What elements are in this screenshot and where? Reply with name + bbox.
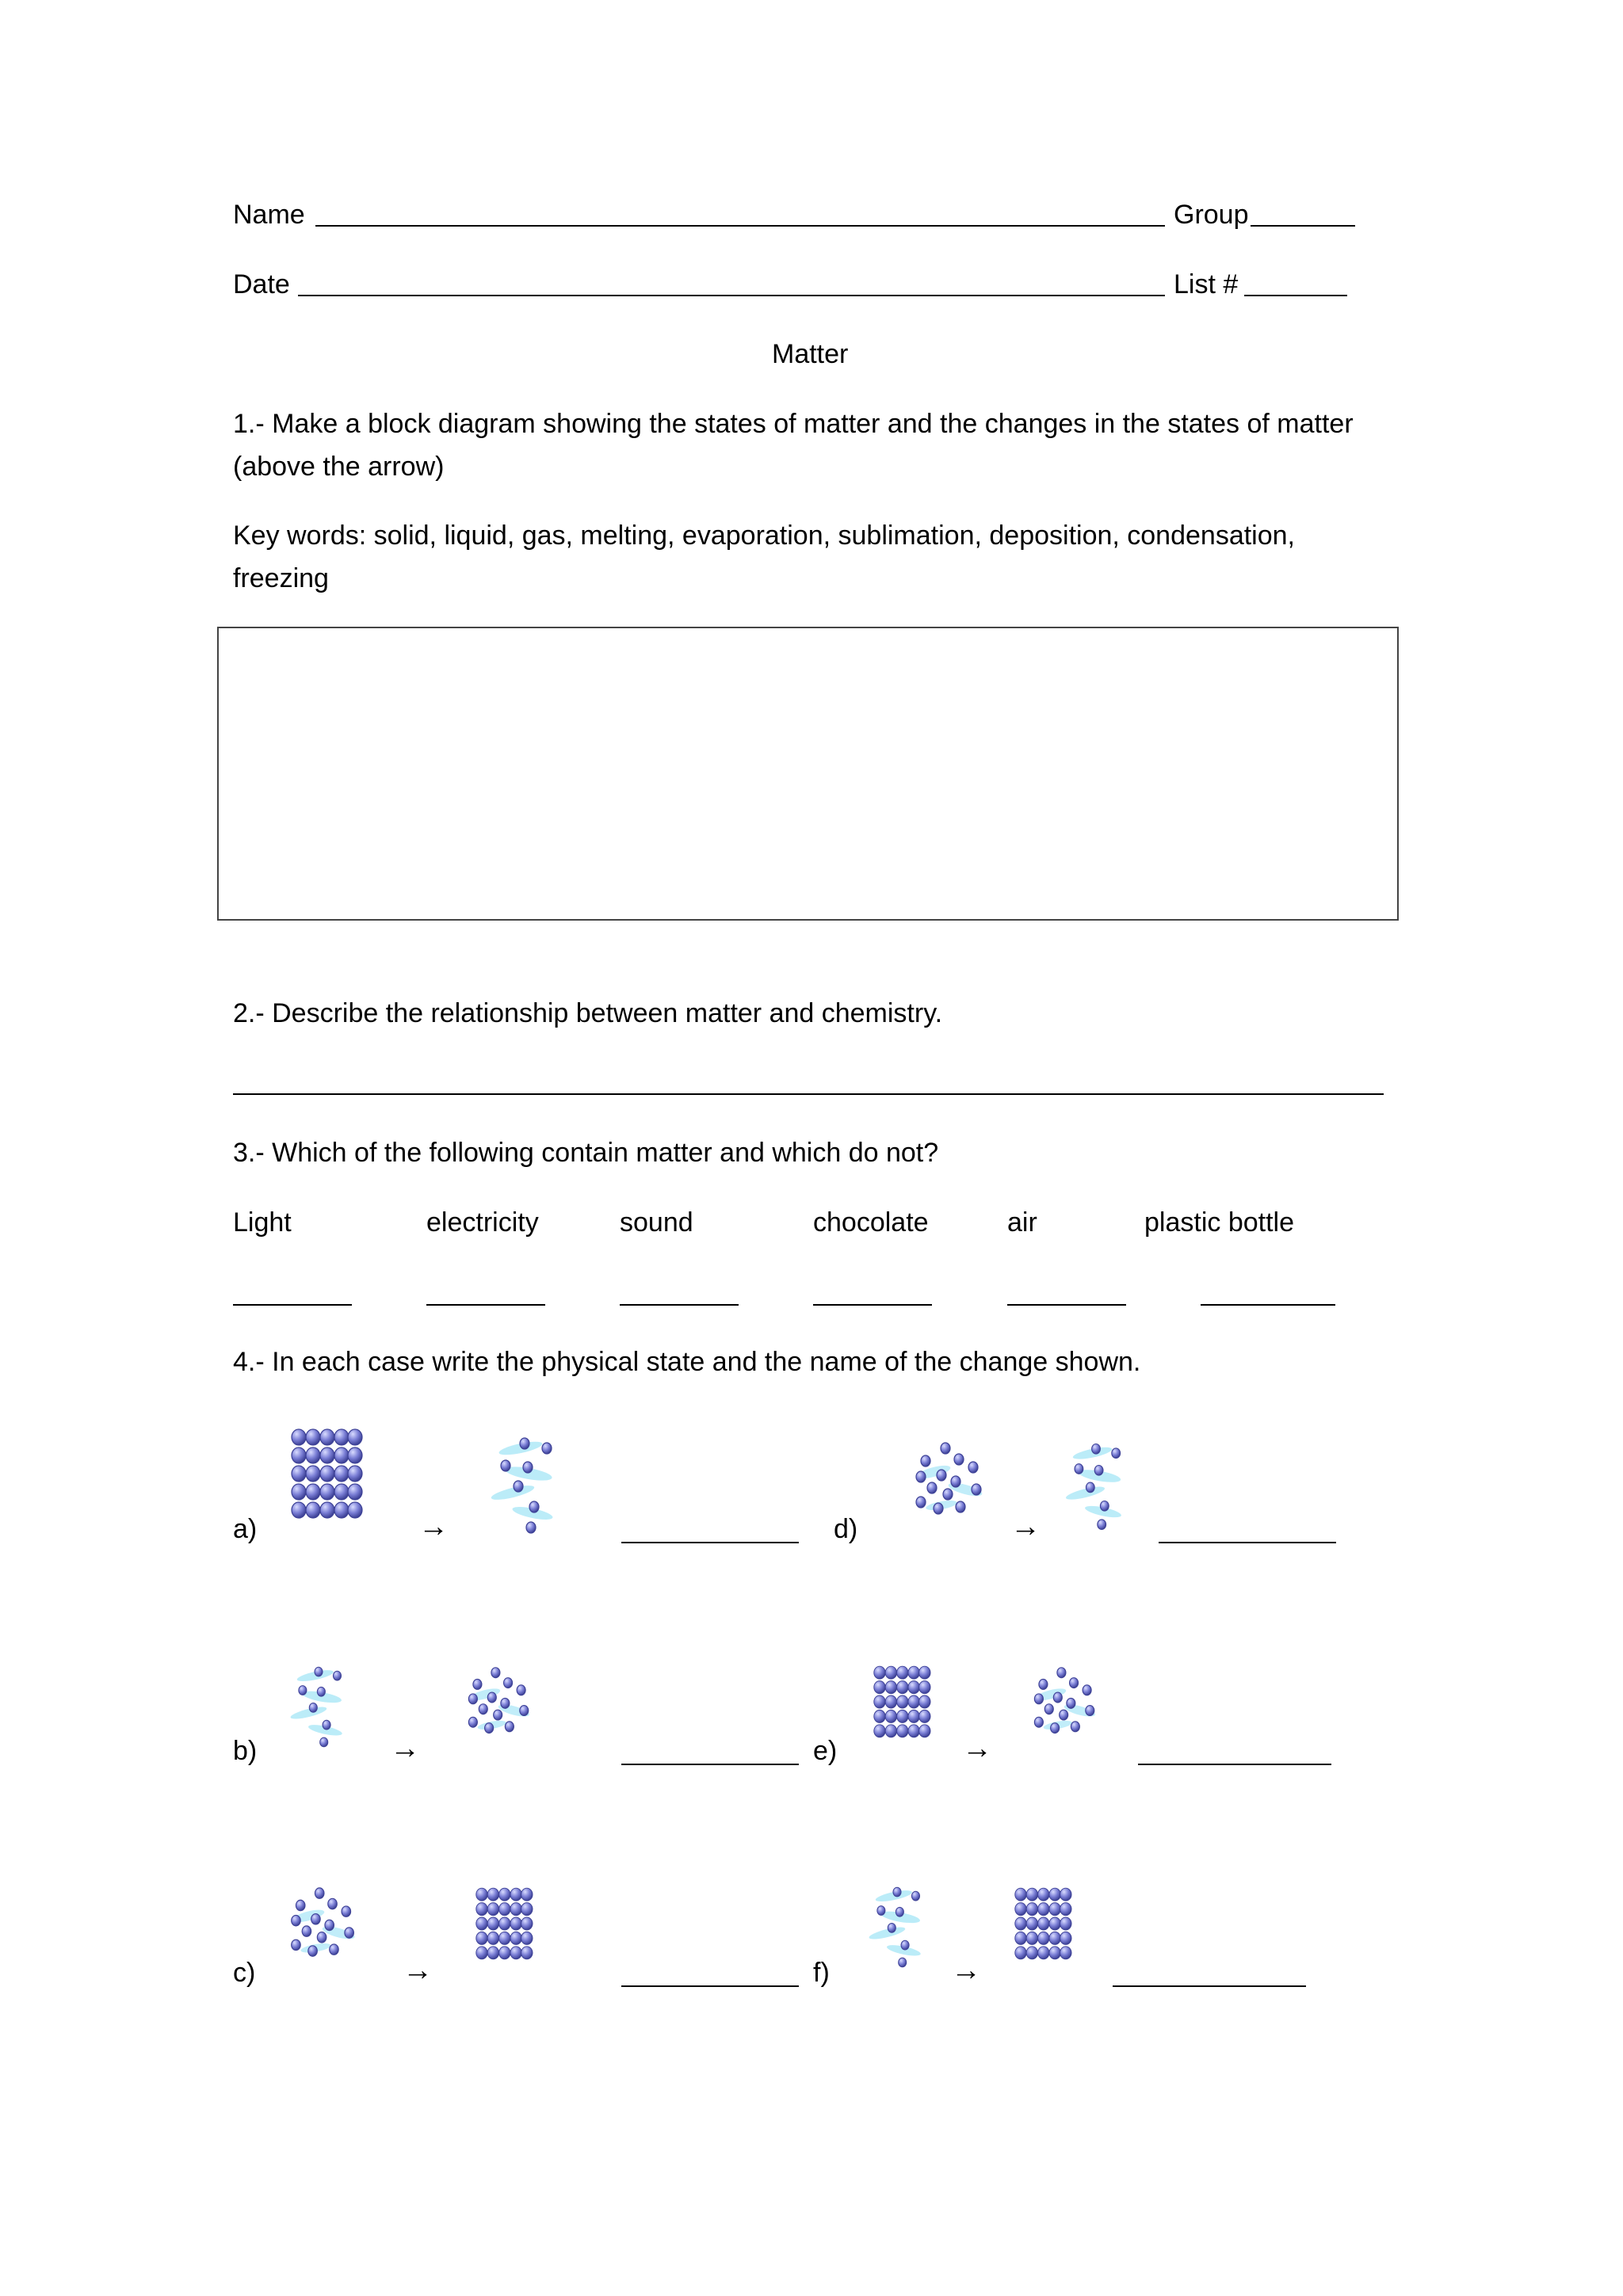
group-label: Group xyxy=(1174,200,1249,230)
date-label: Date xyxy=(233,269,290,299)
q3-item: sound xyxy=(620,1207,693,1238)
q1-keywords: Key words: solid, liquid, gas, melting, evaporation, sublimation, deposition, condensation, freezing xyxy=(233,521,1295,594)
solid-particles-icon xyxy=(870,1664,934,1740)
gas-particles-icon xyxy=(1060,1440,1132,1533)
case-label: a) xyxy=(233,1514,258,1544)
q1-answer-box[interactable] xyxy=(217,627,1399,921)
answer-line-b[interactable] xyxy=(621,1764,799,1765)
solid-particles-icon xyxy=(287,1426,366,1521)
q2-answer-line[interactable] xyxy=(233,1093,1384,1095)
q3-answer-line[interactable] xyxy=(620,1304,739,1306)
group-field[interactable] xyxy=(1251,225,1355,227)
liquid-particles-icon xyxy=(463,1665,536,1738)
arrow-icon: → xyxy=(951,1954,981,1987)
date-field[interactable] xyxy=(298,295,1165,296)
liquid-particles-icon xyxy=(910,1440,989,1520)
q4-prompt: 4.- In each case write the physical state and the name of the change shown. xyxy=(233,1347,1141,1377)
solid-particles-icon xyxy=(472,1886,536,1962)
q3-item: plastic bottle xyxy=(1144,1207,1294,1238)
case-label: d) xyxy=(834,1514,858,1544)
arrow-icon: → xyxy=(390,1732,420,1765)
name-field[interactable] xyxy=(315,225,1165,227)
arrow-icon: → xyxy=(1010,1510,1041,1543)
case-label: c) xyxy=(233,1958,256,1988)
answer-line-d[interactable] xyxy=(1159,1542,1336,1543)
gas-particles-icon xyxy=(864,1884,930,1970)
gas-particles-icon xyxy=(485,1434,564,1537)
case-label: f) xyxy=(813,1958,830,1988)
arrow-icon: → xyxy=(418,1510,449,1543)
list-field[interactable] xyxy=(1244,295,1347,296)
q3-answer-line[interactable] xyxy=(233,1304,352,1306)
q3-answer-line[interactable] xyxy=(813,1304,932,1306)
q3-item: air xyxy=(1007,1207,1037,1238)
solid-particles-icon xyxy=(1011,1886,1075,1962)
case-label: e) xyxy=(813,1736,838,1766)
name-label: Name xyxy=(233,200,305,230)
q2-prompt: 2.- Describe the relationship between matter and chemistry. xyxy=(233,998,943,1028)
list-label: List # xyxy=(1174,269,1239,299)
answer-line-a[interactable] xyxy=(621,1542,799,1543)
page-title: Matter xyxy=(772,339,849,369)
liquid-particles-icon xyxy=(1029,1665,1102,1738)
answer-line-e[interactable] xyxy=(1138,1764,1331,1765)
q3-item: Light xyxy=(233,1207,292,1238)
answer-line-c[interactable] xyxy=(621,1985,799,1987)
q3-item: electricity xyxy=(426,1207,539,1238)
q1-prompt: 1.- Make a block diagram showing the states of matter and the changes in the states of matter (above the arrow) xyxy=(233,409,1354,482)
q3-answer-line[interactable] xyxy=(426,1304,545,1306)
arrow-icon: → xyxy=(403,1954,433,1987)
answer-line-f[interactable] xyxy=(1113,1985,1306,1987)
liquid-particles-icon xyxy=(285,1886,361,1962)
q3-item: chocolate xyxy=(813,1207,929,1238)
q3-answer-line[interactable] xyxy=(1201,1304,1335,1306)
gas-particles-icon xyxy=(285,1664,352,1750)
q3-answer-line[interactable] xyxy=(1007,1304,1126,1306)
arrow-icon: → xyxy=(962,1732,992,1765)
case-label: b) xyxy=(233,1736,258,1766)
q3-prompt: 3.- Which of the following contain matter and which do not? xyxy=(233,1138,939,1168)
